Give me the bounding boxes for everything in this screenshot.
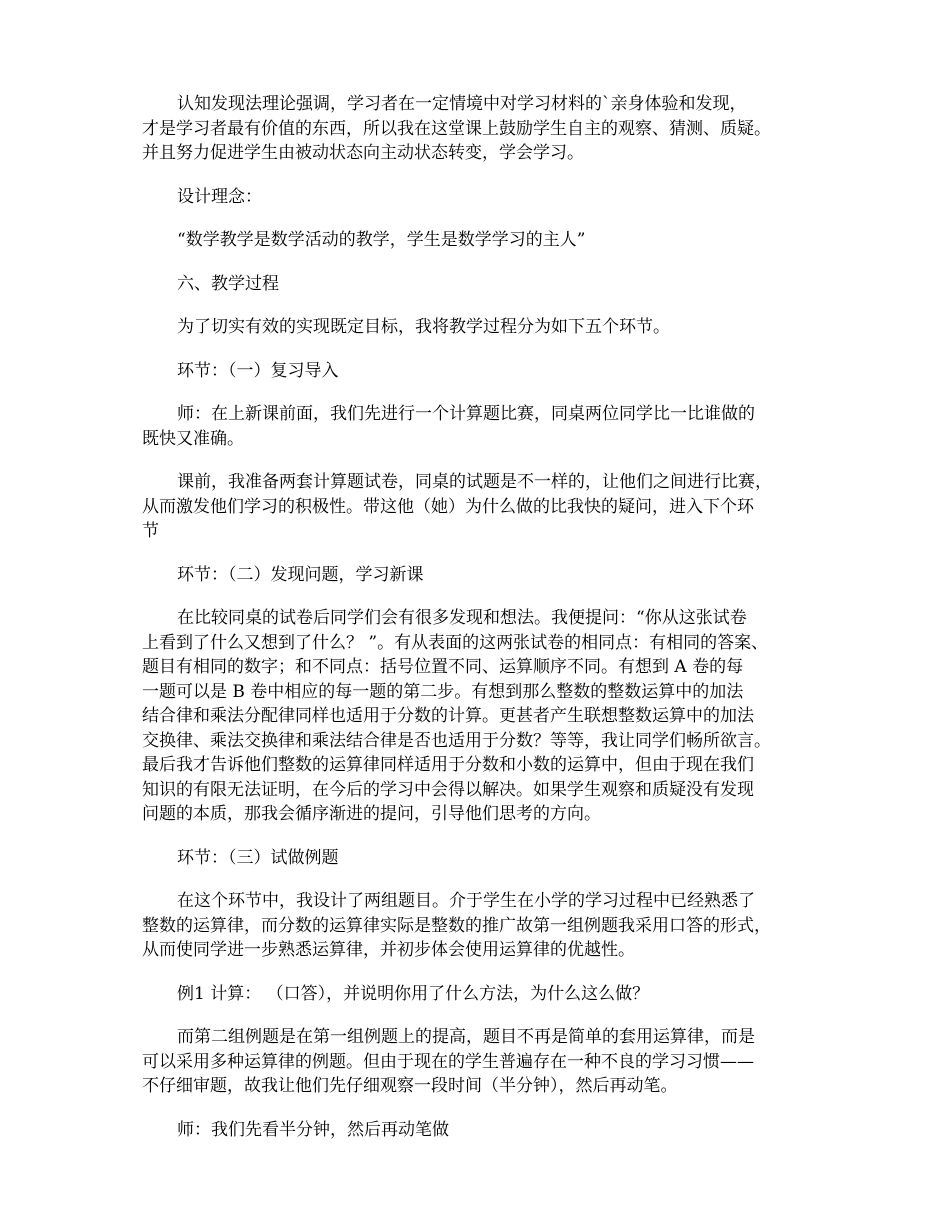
paragraph-p10 — [142, 606, 807, 827]
paragraph-p15 — [142, 1118, 807, 1143]
paragraph-line: 在比较同桌的试卷后同学们会有很多发现和想法。我便提问：“你从这张试卷 — [177, 608, 747, 628]
paragraph-line: 环节：（三）试做例题 — [177, 847, 339, 868]
paragraph-line: 师：我们先看半分钟，然后再动笔做 — [177, 1119, 449, 1140]
paragraph-line: 可以采用多种运算律的例题。但由于现在的学生普遍存在一种不良的学习习惯—— — [142, 1051, 754, 1072]
paragraph-p12 — [142, 889, 807, 963]
paragraph-line: 在这个环节中，我设计了两组题目。介于学生在小学的学习过程中已经熟悉了 — [177, 891, 755, 911]
paragraph-p14 — [142, 1025, 807, 1099]
paragraph-line: 环节：（一）复习导入 — [177, 360, 339, 381]
paragraph-line: 课前，我准备两套计算题试卷，同桌的试题是不一样的，让他们之间进行比赛， — [177, 472, 772, 492]
paragraph-line: 认知发现法理论强调，学习者在一定情境中对学习材料的`亲身体验和发现， — [177, 94, 747, 114]
paragraph-line: 从而使同学进一步熟悉运算律，并初步体会使用运算律的优越性。 — [142, 940, 635, 960]
paragraph-line: “数学教学是数学活动的教学，学生是数学学习的主人” — [177, 230, 586, 250]
paragraph-line: 六、教学过程 — [177, 273, 279, 294]
paragraph-line: 为了切实有效的实现既定目标，我将教学过程分为如下五个环节。 — [177, 317, 670, 337]
paragraph-p9 — [142, 563, 807, 588]
paragraph-line: 问题的本质，那我会循序渐进的提问，引导他们思考的方向。 — [142, 804, 601, 824]
paragraph-line: 从而激发他们学习的积极性。带这他（她）为什么做的比我快的疑问，进入下个环 — [142, 496, 754, 517]
paragraph-line: 环节：（二）发现问题，学习新课 — [177, 564, 424, 585]
paragraph-p2 — [142, 185, 807, 210]
paragraph-line: 题目有相同的数字；和不同点：括号位置不同、运算顺序不同。有想到 A 卷的每 — [142, 657, 744, 677]
paragraph-line: 既快又准确。 — [142, 428, 244, 449]
paragraph-p11 — [142, 846, 807, 871]
paragraph-line: 而第二组例题是在第一组例题上的提高，题目不再是简单的套用运算律，而是 — [177, 1027, 755, 1047]
paragraph-p1 — [142, 92, 807, 166]
paragraph-line: 并且努力促进学生由被动状态向主动状态转变，学会学习。 — [142, 143, 584, 163]
paragraph-line: 不仔细审题，故我让他们先仔细观察一段时间（半分钟），然后再动笔。 — [142, 1076, 678, 1096]
paragraph-line: 才是学习者最有价值的东西，所以我在这堂课上鼓励学生自主的观察、猜测、质疑。 — [142, 118, 771, 139]
paragraph-line: 设计理念： — [177, 186, 262, 207]
paragraph-p7 — [142, 402, 807, 451]
paragraph-p3 — [142, 228, 807, 253]
document-body — [142, 92, 807, 1161]
paragraph-p4 — [142, 272, 807, 297]
paragraph-line: 整数的运算律，而分数的运算律实际是整数的推广故第一组例题我采用口答的形式， — [142, 915, 771, 936]
paragraph-p6 — [142, 359, 807, 384]
paragraph-line: 交换律、乘法交换律和乘法结合律是否也适用于分数？等等，我让同学们畅所欲言。 — [142, 730, 771, 751]
paragraph-line: 节 — [142, 521, 159, 541]
paragraph-line: 例1 计算： （口答），并说明你用了什么方法，为什么这么做？ — [177, 983, 650, 1004]
paragraph-p13 — [142, 982, 807, 1007]
paragraph-line: 知识的有限无法证明，在今后的学习中会得以解决。如果学生观察和质疑没有发现 — [142, 779, 754, 800]
paragraph-line: 最后我才告诉他们整数的运算律同样适用于分数和小数的运算中，但由于现在我们 — [142, 755, 754, 775]
paragraph-p8 — [142, 470, 807, 544]
paragraph-line: 一题可以是 B 卷中相应的每一题的第二步。有想到那么整数的整数运算中的加法 — [142, 681, 744, 702]
paragraph-line: 上看到了什么又想到了什么？ ”。有从表面的这两张试卷的相同点：有相同的答案、 — [142, 632, 769, 653]
paragraph-line: 结合律和乘法分配律同样也适用于分数的计算。更甚者产生联想整数运算中的加法 — [142, 706, 754, 726]
paragraph-line: 师：在上新课前面，我们先进行一个计算题比赛，同桌两位同学比一比谁做的 — [177, 404, 755, 424]
paragraph-p5 — [142, 315, 807, 340]
